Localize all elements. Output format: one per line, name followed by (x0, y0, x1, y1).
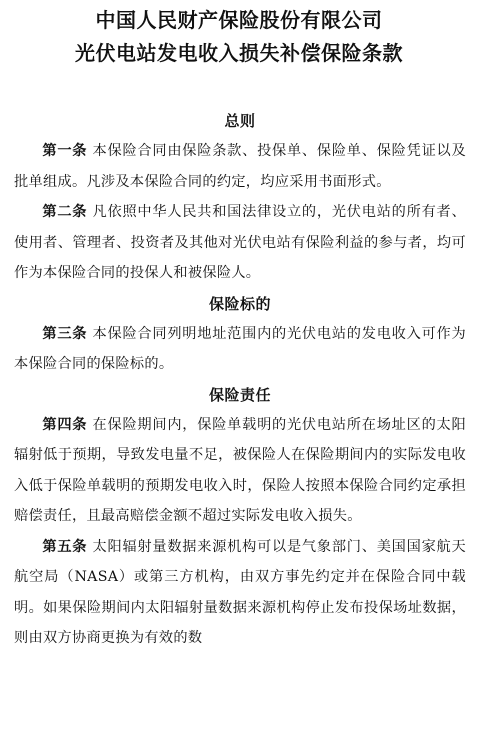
article-text: 本保险合同列明地址范围内的光伏电站的发电收入可作为本保险合同的保险标的。 (14, 325, 466, 372)
section-heading-insured-subject: 保险标的 (208, 294, 271, 313)
document-body (14, 106, 466, 654)
section-heading-liability: 保险责任 (208, 385, 271, 404)
document-title (0, 4, 478, 70)
title-line-company: 中国人民财产保险股份有限公司 (95, 8, 383, 32)
article-text: 本保险合同由保险条款、投保单、保险单、保险凭证以及批单组成。凡涉及本保险合同的约定，均应采用书面形式。 (14, 143, 466, 190)
article-number: 第四条 (42, 416, 88, 433)
section-heading-general: 总则 (224, 112, 256, 130)
article-number: 第二条 (42, 204, 88, 220)
article-text: 在保险期间内，保险单载明的光伏电站所在场址区的太阳辐射低于预期，导致发电量不足，被保险人在保险期间内的实际发电收入低于保险单载明的预期发电收入时，保险人按照本保险合同约定承担赔偿责任，且最高赔偿金额不超过实际发电收入损失。 (14, 416, 466, 524)
article-number: 第五条 (42, 538, 88, 555)
article-text: 凡依照中华人民共和国法律设立的，光伏电站的所有者、使用者、管理者、投资者及其他对光伏电站有保险利益的参与者，均可作为本保险合同的投保人和被保险人。 (14, 204, 466, 281)
article-number: 第三条 (42, 325, 88, 342)
article-2 (14, 197, 466, 289)
article-1 (14, 136, 466, 197)
article-number: 第一条 (42, 143, 88, 159)
title-line-clause-name: 光伏电站发电收入损失补偿保险条款 (75, 41, 403, 65)
article-text: 太阳辐射量数据来源机构可以是气象部门、美国国家航天航空局（NASA）或第三方机构，由双方事先约定并在保险合同中载明。如果保险期间内太阳辐射量数据来源机构停止发布投保场址数据，则由双方协商更换为有效的数 (14, 538, 466, 646)
article-3 (14, 319, 466, 380)
article-5 (14, 532, 466, 654)
article-4 (14, 410, 466, 532)
